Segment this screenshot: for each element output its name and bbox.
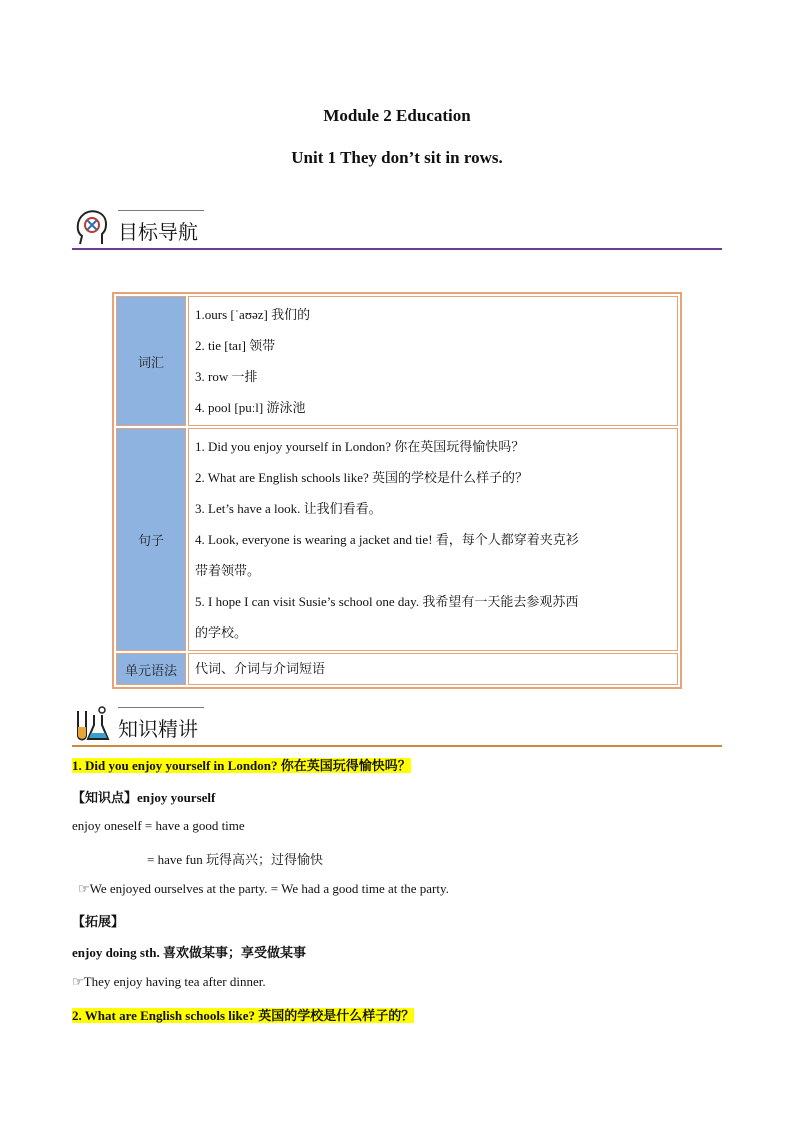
vocab-item: 2. tie [taɪ] 领带 bbox=[195, 338, 276, 353]
sentence-item: 2. What are English schools like? 英国的学校是什么样子的？ bbox=[195, 470, 529, 485]
header-accent-line bbox=[118, 210, 204, 211]
sentence-item: 的学校。 bbox=[195, 625, 248, 640]
section-divider bbox=[72, 745, 722, 747]
vocab-item: 3. row 一排 bbox=[195, 369, 258, 384]
point1-tag: 【知识点】enjoy yourself bbox=[72, 790, 216, 805]
grammar-text: 代词、介词与介词短语 bbox=[195, 661, 326, 676]
extension-phrase: enjoy doing sth. 喜欢做某事；享受做某事 bbox=[72, 945, 307, 960]
vocab-row bbox=[116, 296, 678, 426]
point1-definition-alt: = have fun 玩得高兴；过得愉快 bbox=[147, 852, 323, 867]
sentence-item: 4. Look, everyone is wearing a jacket and tie! 看，每个人都穿着夹克衫 bbox=[195, 532, 579, 547]
point1-definition: enjoy oneself = have a good time bbox=[72, 818, 245, 833]
sentence-item: 1. Did you enjoy yourself in London? 你在英国玩得愉快吗？ bbox=[195, 439, 525, 454]
module-title: Module 2 Education bbox=[323, 106, 471, 125]
head-brain-icon bbox=[72, 208, 112, 248]
section-knowledge-title: 知识精讲 bbox=[118, 717, 198, 741]
point1-heading: 1. Did you enjoy yourself in London? 你在英国玩得愉快吗？ bbox=[72, 758, 411, 773]
vocab-label: 词汇 bbox=[116, 296, 186, 426]
sentence-list bbox=[188, 428, 678, 651]
point2-heading: 2. What are English schools like? 英国的学校是什么样子的？ bbox=[72, 1008, 415, 1023]
vocab-item: 4. pool [puːl] 游泳池 bbox=[195, 400, 306, 415]
extension-tag: 【拓展】 bbox=[72, 914, 125, 929]
section-divider bbox=[72, 248, 722, 250]
grammar-label: 单元语法 bbox=[116, 653, 186, 685]
goals-table bbox=[112, 292, 682, 689]
section-knowledge-header bbox=[72, 705, 722, 747]
unit-title: Unit 1 They don’t sit in rows. bbox=[291, 148, 503, 167]
sentence-item: 带着领带。 bbox=[195, 563, 261, 578]
vocab-list bbox=[188, 296, 678, 426]
sentence-row bbox=[116, 428, 678, 651]
sentence-item: 5. I hope I can visit Susie’s school one day. 我希望有一天能去参观苏西 bbox=[195, 594, 579, 609]
section-goals-header bbox=[72, 208, 722, 250]
vocab-item: 1.ours [ˈaʊəz] 我们的 bbox=[195, 307, 311, 322]
sentence-label: 句子 bbox=[116, 428, 186, 651]
grammar-row bbox=[116, 653, 678, 685]
extension-example: ☞They enjoy having tea after dinner. bbox=[72, 974, 266, 989]
header-accent-line bbox=[118, 707, 204, 708]
lab-flask-icon bbox=[72, 705, 112, 745]
section-goals-title: 目标导航 bbox=[118, 220, 198, 244]
sentence-item: 3. Let’s have a look. 让我们看看。 bbox=[195, 501, 382, 516]
point1-example: ☞We enjoyed ourselves at the party. = We had a good time at the party. bbox=[78, 881, 449, 896]
